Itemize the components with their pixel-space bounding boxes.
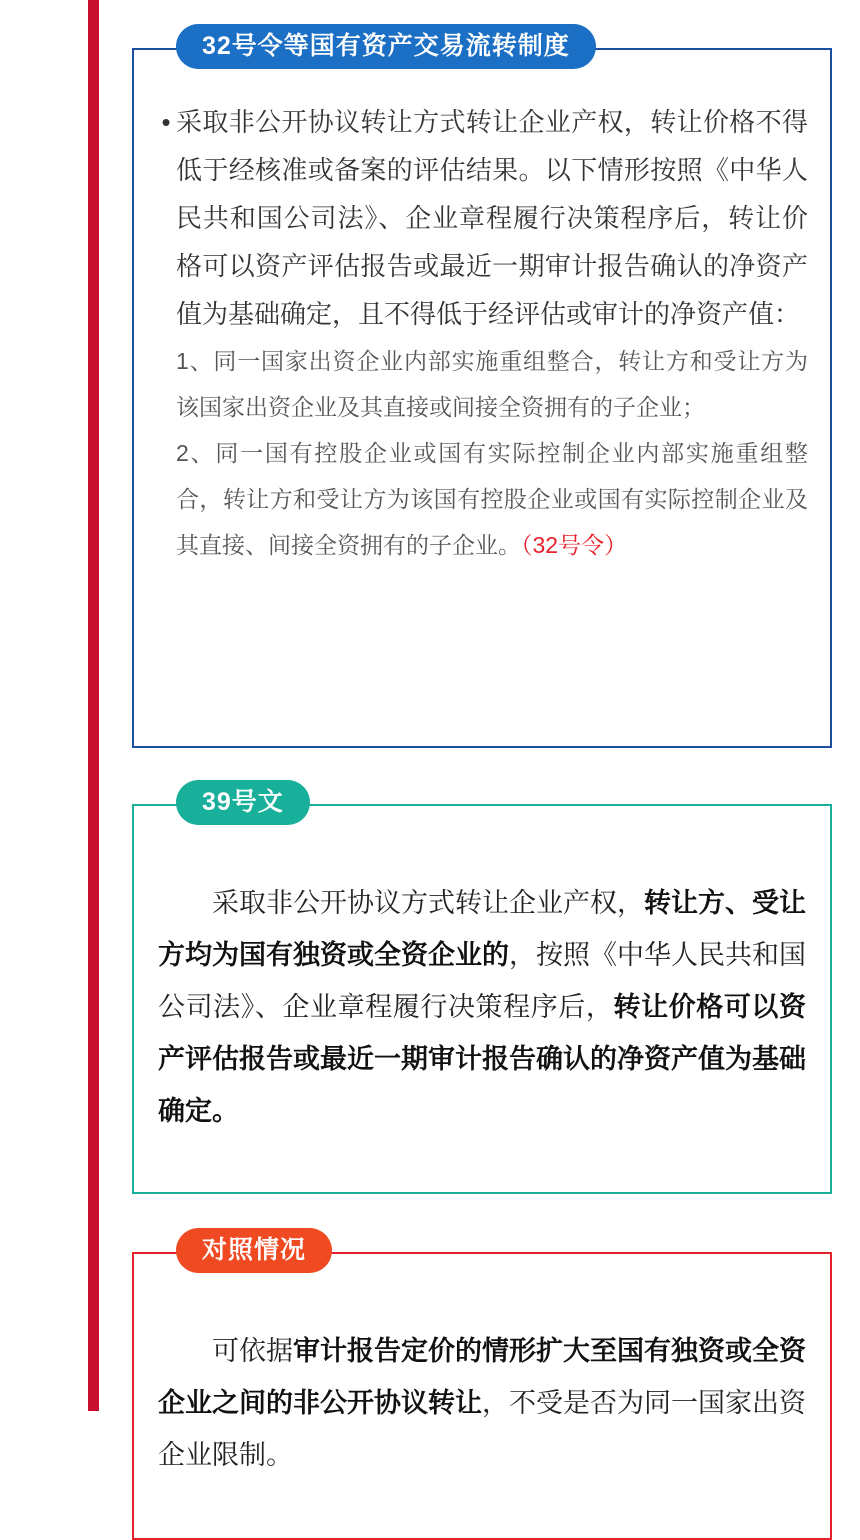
red-part-1: 可依据 [212, 1336, 293, 1366]
green-body-paragraph [158, 877, 806, 1137]
blue-list-item-1: 1、同一国家出资企业内部实施重组整合，转让方和受让方为该国家出资企业及其直接或间接全资拥有的子企业； [176, 348, 808, 420]
red-body-paragraph [158, 1325, 806, 1481]
blue-list-item-2-text: 2、同一国有控股企业或国有实际控制企业内部实施重组整合，转让方和受让方为该国有控股企业或国有实际控制企业及其直接、间接全资拥有的子企业。 [176, 440, 808, 558]
document-page [132, 0, 832, 1470]
blue-list-item-2 [176, 430, 808, 568]
card-regulation-32 [132, 32, 832, 748]
card-title-comparison: 对照情况 [176, 1228, 332, 1273]
red-part-2: 审计报告定价的情形扩大至国有独资或全资企业之间的非公开协议转让 [158, 1336, 806, 1418]
red-part-3: ，不受是否为同一国家出资企业限制。 [158, 1388, 806, 1470]
green-part-2: 转让方、受让方均为国有独资或全资企业的 [158, 888, 806, 970]
left-red-rail [88, 0, 99, 1411]
card-comparison [132, 1236, 832, 1540]
green-part-4: 转让价格可以资产评估报告或最近一期审计报告确认的净资产值为基础确定。 [158, 992, 807, 1126]
green-part-3: ，按照《中华人民共和国公司法》、企业章程履行决策程序后， [158, 940, 806, 1022]
card-document-39 [132, 788, 832, 1194]
blue-source-tag: （32号令） [521, 532, 628, 558]
card-title-regulation-32: 32号令等国有资产交易流转制度 [176, 24, 596, 69]
bullet-paragraph-block [156, 98, 808, 338]
card-title-document-39: 39号文 [176, 780, 310, 825]
green-part-1: 采取非公开协议方式转让企业产权， [212, 888, 644, 918]
bullet-dot-icon: • [161, 107, 171, 137]
blue-main-paragraph: 采取非公开协议转让方式转让企业产权，转让价格不得低于经核准或备案的评估结果。以下情形按照《中华人民共和国公司法》、企业章程履行决策程序后，转让价格可以资产评估报告或最近一期审计报告确认的净资产值为基础确定，且不得低于经评估或审计的净资产值： [176, 107, 808, 329]
